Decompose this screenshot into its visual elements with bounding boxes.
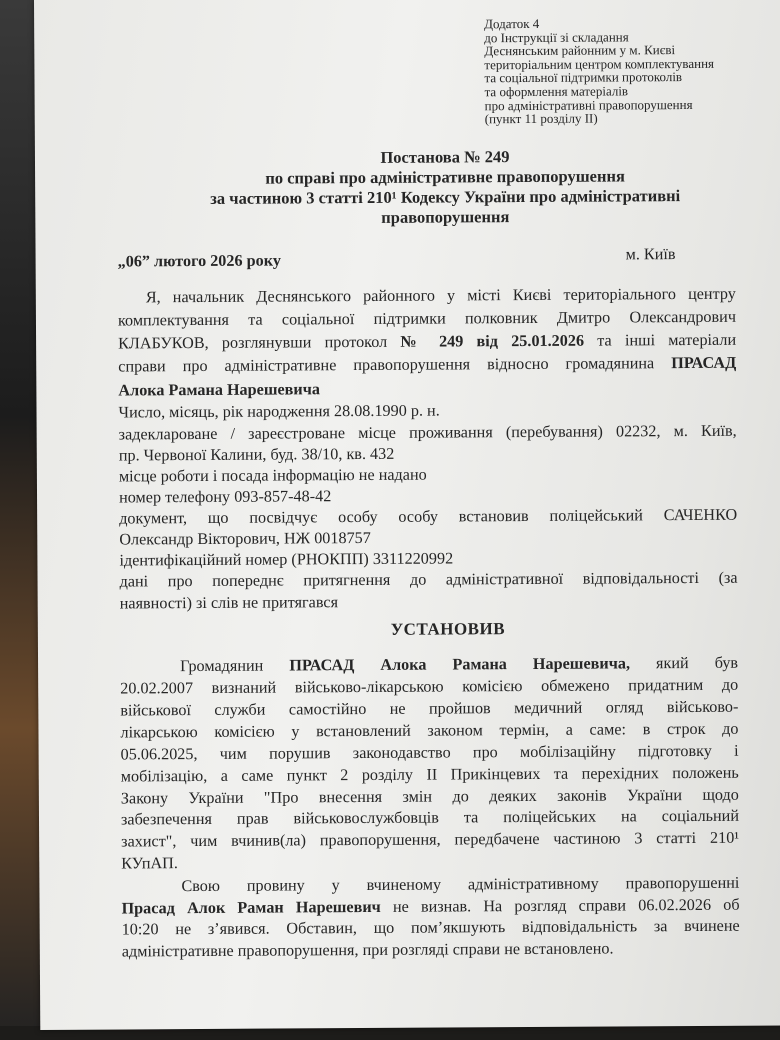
section-heading: УСТАНОВИВ xyxy=(390,619,506,639)
text-segment: КЛАБУКОВ, розглянувши протокол xyxy=(118,332,401,353)
text-line xyxy=(121,895,739,919)
text-line xyxy=(121,853,178,873)
text-segment: КУпАП. xyxy=(121,854,178,873)
annex-line: до Інструкції зі складання xyxy=(484,28,629,45)
annex-line: та оформлення матеріалів xyxy=(484,83,629,100)
text-line xyxy=(119,528,371,550)
text-segment: документ, що посвідчує особу особу встановив поліцейський САЧЕНКО xyxy=(119,505,738,528)
annex-line: та соціальної підтримки протоколів xyxy=(484,69,683,86)
text-segment: Я, начальник Деснянського районного у місті Києві територіального центру xyxy=(145,284,736,307)
text-segment: 05.06.2025, чим порушив законодавство про мобілізаційну підготовку і xyxy=(120,741,739,764)
text-line xyxy=(119,465,427,487)
document-page xyxy=(34,0,780,1030)
text-segment: військової служби самостійно не пройшов медичний огляд військово- xyxy=(120,697,739,720)
text-segment: наявності) зі слів не притягався xyxy=(119,593,339,613)
bold-text: Прасад Алок Раман Нарешевич xyxy=(121,897,381,918)
text-segment: та інші матеріали xyxy=(583,330,737,350)
text-line xyxy=(121,828,739,852)
text-segment: Олександр Вікторович, НЖ 0018757 xyxy=(119,528,371,549)
text-line xyxy=(122,938,614,961)
text-segment: Свою провину у вчиненому адміністративному правопорушенні xyxy=(181,873,740,896)
text-segment: лікарською комісією у встановлений законом термін, а саме: в строк до xyxy=(120,719,739,742)
text-line xyxy=(119,548,453,570)
document-city: м. Київ xyxy=(625,245,676,264)
text-line xyxy=(118,330,736,354)
text-line xyxy=(119,568,737,592)
text-line xyxy=(118,401,439,423)
text-line xyxy=(181,873,739,896)
text-segment: задекларованe / зареєстроване місце проживання (перебування) 02232, м. Київ, xyxy=(118,421,737,444)
bold-text: ПРАСАД xyxy=(671,353,737,373)
text-line xyxy=(119,421,737,445)
text-line xyxy=(121,785,739,809)
text-line xyxy=(118,379,320,400)
bold-text: № 249 від 25.01.2026 xyxy=(400,331,585,351)
annex-line: Деснянським районним у м. Києві xyxy=(484,42,676,59)
annex-line: про адміністративні правопорушення xyxy=(484,96,693,113)
text-line xyxy=(118,307,736,331)
bold-text: Алока Рамана Нарешевича xyxy=(118,380,321,400)
text-segment: забезпечення прав військовослужбовців та поліцейських на соціальний xyxy=(120,806,740,829)
text-line xyxy=(119,505,737,529)
text-line xyxy=(119,444,395,466)
text-segment: не визнав. На розгляд справи 06.02.2026 об xyxy=(380,895,740,916)
text-line xyxy=(118,353,736,377)
text-segment: Закону України "Про внесення змін до деяких законів України щодо xyxy=(120,785,739,808)
text-segment: мобілізацію, а саме пункт 2 розділу II Прикінцевих та перехідних положень xyxy=(120,763,739,786)
text-segment: місце роботи і посада інформацію не надано xyxy=(118,465,427,486)
bold-text: ПРАСАД Алока Рамана Нарешевича, xyxy=(289,654,631,675)
text-line xyxy=(120,592,338,613)
text-line xyxy=(121,763,739,787)
text-segment: Число, місяць, рік народження 28.08.1990 р. н. xyxy=(118,401,440,422)
text-line xyxy=(120,675,738,699)
text-segment: захист", чим вчинив(ла) правопорушення, передбачене частиною 3 статті 210¹ xyxy=(121,828,740,851)
document-date: „06” лютого 2026 року xyxy=(117,251,281,271)
text-segment: 20.02.2007 визнаний військово-лікарською комісією обмежено придатним до xyxy=(120,675,739,698)
text-line xyxy=(180,653,738,676)
text-segment: справи про адміністративне правопорушення відносно громадянина xyxy=(118,354,672,376)
text-line xyxy=(120,719,738,743)
text-segment: який був xyxy=(629,653,739,673)
text-segment: пр. Червоної Калини, буд. 38/10, кв. 432 xyxy=(118,444,395,465)
text-line xyxy=(121,741,739,765)
annex-line: (пункт 11 розділу II) xyxy=(484,110,598,127)
title-line: по справі про адміністративне правопорушення xyxy=(265,166,625,188)
text-line xyxy=(120,697,738,721)
text-line xyxy=(122,916,740,940)
text-segment: Громадянин xyxy=(180,656,290,676)
text-line xyxy=(119,486,331,507)
text-line xyxy=(146,284,736,308)
annex-line: Додаток 4 xyxy=(484,15,540,32)
text-segment: дані про попереднє притягнення до адміністративної відповідальності (за xyxy=(119,568,738,591)
text-segment: ідентифікаційний номер (РНОКПП) 3311220992 xyxy=(119,549,454,570)
title-line: правопорушення xyxy=(381,207,510,227)
title-line: за частиною 3 статті 210¹ Кодексу України про адміністративні xyxy=(210,186,681,208)
text-segment: адміністративне правопорушення, при розгляді справи не встановлено. xyxy=(121,939,614,961)
text-line xyxy=(121,806,739,830)
text-segment: 10:20 не з’явився. Обставин, що пом’якшують відповідальність за вчинене xyxy=(121,916,740,939)
title-line: Постанова № 249 xyxy=(380,147,510,167)
text-segment: комплектування та соціальної підтримки полковник Дмитро Олександрович xyxy=(117,307,737,330)
text-segment: номер телефону 093-857-48-42 xyxy=(118,487,332,507)
annex-line: територіальним центром комплектування xyxy=(484,55,715,73)
